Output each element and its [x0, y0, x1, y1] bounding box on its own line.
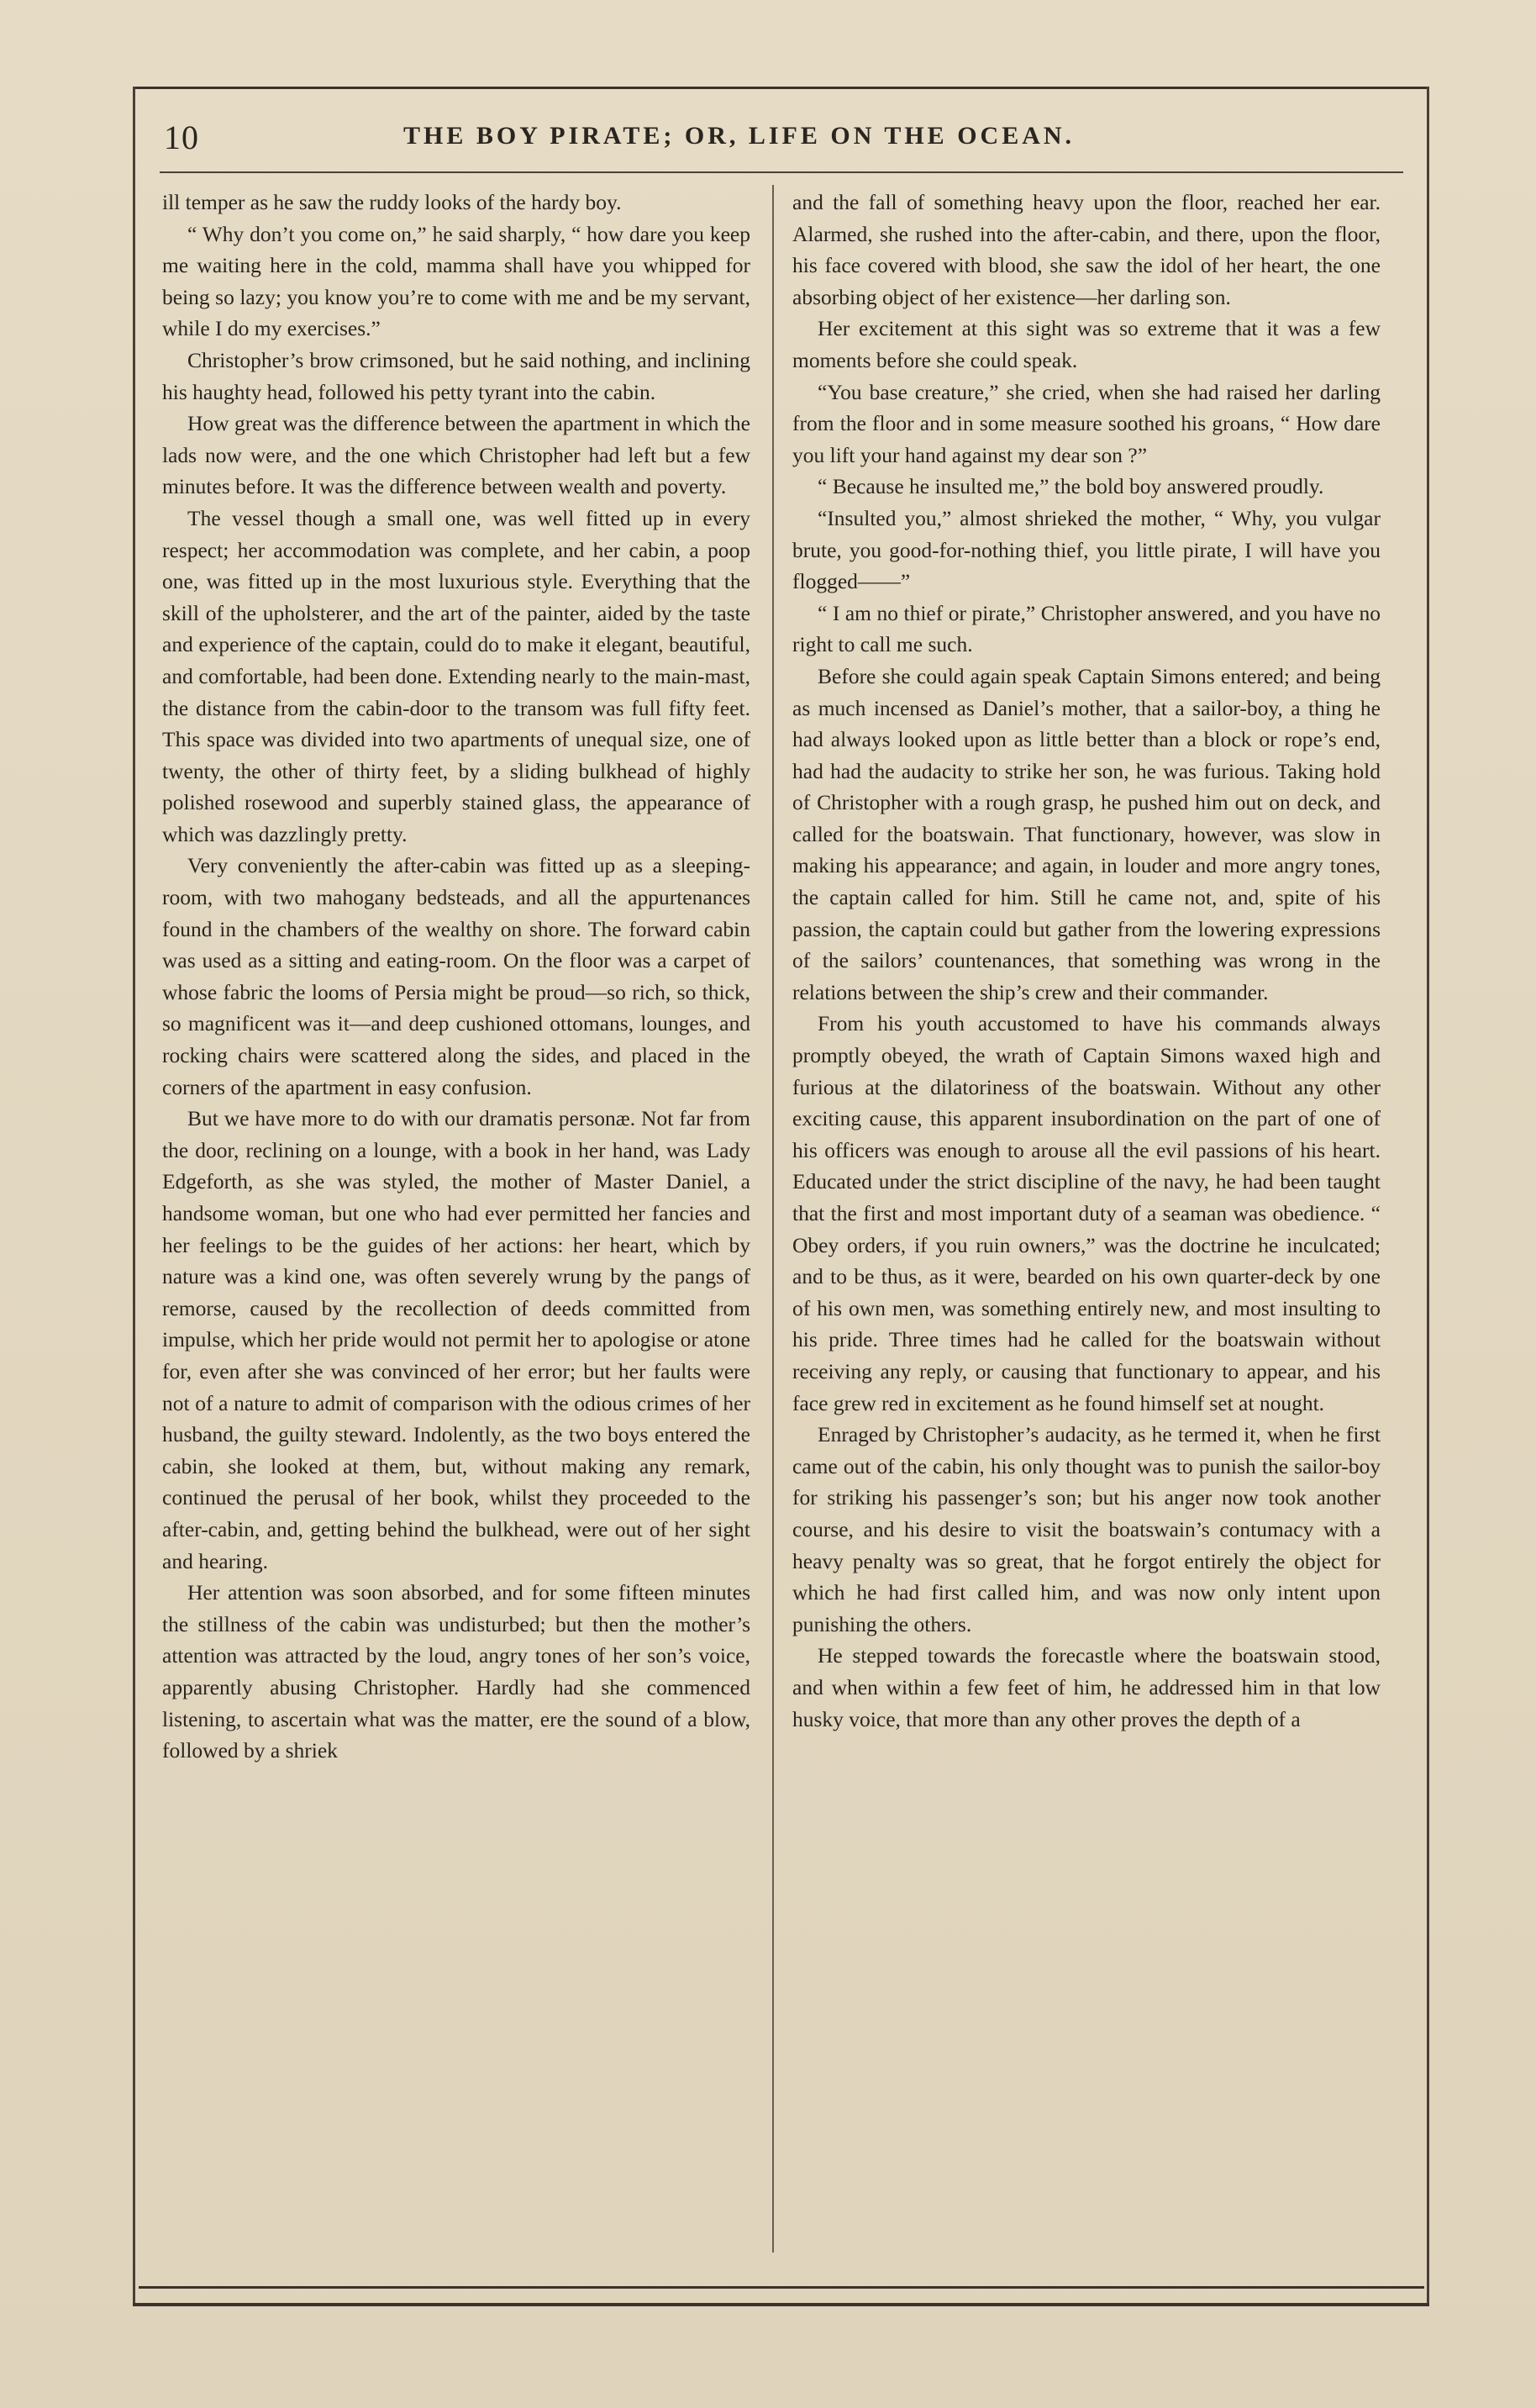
- footer-rule: [139, 2286, 1424, 2289]
- left-column: [162, 187, 750, 1767]
- paragraph: Before she could again speak Captain Simons entered; and being as much incensed as Daniel’s mother, that a sailor-boy, a thing he had always looked upon as little better than a block or rope’s end, had had the audacity to strike her son, he was furious. Taking hold of Christopher with a rough grasp, he pushed him out on deck, and called for the boatswain. That functionary, however, was slow in making his appearance; and again, in louder and more angry tones, the captain called for him. Still he came not, and, spite of his passion, the captain could but gather from the lowering expressions of the sailors’ countenances, that something was wrong in the relations between the ship’s crew and their commander.: [792, 663, 1381, 1004]
- paragraph: Her attention was soon absorbed, and for some fifteen minutes the stillness of the cabin was undisturbed; but then the mother’s attention was attracted by the loud, angry tones of her son’s voice, apparently abusing Christopher. Hardly had she commenced listening, to ascertain what was the matter, ere the sound of a blow, followed by a shriek: [162, 1580, 750, 1763]
- column-divider: [772, 185, 774, 2253]
- paragraph: From his youth accustomed to have his commands always promptly obeyed, the wrath of Captain Simons waxed high and furious at the dilatoriness of the boatswain. Without any other exciting cause, this apparent insubordination on the part of one of his officers was enough to arouse all the evil passions of his heart. Educated under the strict discipline of the navy, he had been taught that the first and most important duty of a seaman was obedience. “ Obey orders, if you ruin owners,” was the doctrine he inculcated; and to be thus, as it were, bearded on his own quarter-deck by one of his own men, was something entirely new, and most insulting to his pride. Three times had he called for the boatswain without receiving any reply, or causing that functionary to appear, and his face grew red in excitement as he found himself set at nought.: [792, 1011, 1381, 1415]
- running-title: THE BOY PIRATE; OR, LIFE ON THE OCEAN.: [403, 122, 1076, 150]
- paragraph: Her excitement at this sight was so extreme that it was a few moments before she could speak.: [792, 316, 1381, 372]
- paragraph: Christopher’s brow crimsoned, but he said nothing, and inclining his haughty head, followed his petty tyrant into the cabin.: [162, 347, 750, 404]
- page-border-bottom: [133, 2303, 1429, 2306]
- paragraph: ill temper as he saw the ruddy looks of the hardy boy.: [162, 190, 622, 214]
- paragraph: Very conveniently the after-cabin was fitted up as a sleeping-room, with two mahogany bedsteads, and all the appurtenances found in the chambers of the wealthy on shore. The forward cabin was used as a sitting and eating-room. On the floor was a carpet of whose fabric the looms of Persia might be proud—so rich, so thick, so magnificent was it—and deep cushioned ottomans, lounges, and rocking chairs were scattered along the sides, and placed in the corners of the apartment in easy confusion.: [162, 853, 750, 1099]
- paragraph: But we have more to do with our dramatis personæ. Not far from the door, reclining on a lounge, with a book in her hand, was Lady Edgeforth, as she was styled, the mother of Master Daniel, a handsome woman, but one who had ever permitted her fancies and her feelings to be the guides of her actions: her heart, which by nature was a kind one, was often severely wrung by the pangs of remorse, caused by the recollection of deeds committed from impulse, which her pride would not permit her to apologise or atone for, even after she was convinced of her error; but her faults were not of a nature to admit of comparison with the odious crimes of her husband, the guilty steward. Indolently, as the two boys entered the cabin, she looked at them, but, without making any remark, continued the perusal of her book, whilst they proceeded to the after-cabin, and, getting behind the bulkhead, were out of her sight and hearing.: [162, 1106, 750, 1573]
- paragraph: How great was the difference between the apartment in which the lads now were, and the one which Christopher had left but a few minutes before. It was the difference between wealth and poverty.: [162, 411, 750, 499]
- paragraph: “ I am no thief or pirate,” Christopher answered, and you have no right to call me such.: [792, 600, 1381, 657]
- page-number: 10: [164, 119, 199, 156]
- header-rule: [160, 171, 1403, 173]
- paragraph: The vessel though a small one, was well fitted up in every respect; her accommodation was complete, and her cabin, a poop one, was fitted up in the most luxurious style. Everything that the skill of the upholsterer, and the art of the painter, aided by the taste and experience of the captain, could do to make it elegant, beautiful, and comfortable, had been done. Extending nearly to the main-mast, the distance from the cabin-door to the transom was full fifty feet. This space was divided into two apartments of unequal size, one of twenty, the other of thirty feet, by a sliding bulkhead of highly polished rosewood and superbly stained glass, the appearance of which was dazzlingly pretty.: [162, 505, 750, 846]
- page-header: [164, 118, 1407, 168]
- paragraph: He stepped towards the forecastle where the boatswain stood, and when within a few feet of him, he addressed him in that low husky voice, that more than any other proves the depth of a: [792, 1643, 1381, 1731]
- paragraph: “ Why don’t you come on,” he said sharply, “ how dare you keep me waiting here in the cold, mamma shall have you whipped for being so lazy; you know you’re to come with me and be my servant, while I do my exercises.”: [162, 221, 750, 341]
- paragraph: “Insulted you,” almost shrieked the mother, “ Why, you vulgar brute, you good-for-nothing thief, you little pirate, I will have you flogged——”: [792, 505, 1381, 594]
- paragraph: and the fall of something heavy upon the floor, reached her ear. Alarmed, she rushed into the after-cabin, and there, upon the floor, his face covered with blood, she saw the idol of her heart, the one absorbing object of her existence—her darling son.: [792, 190, 1381, 309]
- page-border-right: [1427, 87, 1429, 2305]
- right-column: [792, 187, 1381, 1735]
- paragraph: “ Because he insulted me,” the bold boy answered proudly.: [818, 474, 1324, 499]
- page-border-top: [133, 87, 1429, 89]
- page-border-left: [133, 87, 135, 2305]
- paragraph: “You base creature,” she cried, when she had raised her darling from the floor and in some measure soothed his groans, “ How dare you lift your hand against my dear son ?”: [792, 379, 1381, 467]
- paragraph: Enraged by Christopher’s audacity, as he termed it, when he first came out of the cabin, his only thought was to punish the sailor-boy for striking his passenger’s son; but his anger now took another course, and his desire to visit the boatswain’s contumacy with a heavy penalty was so great, that he forgot entirely the object for which he had first called him, and was now only intent upon punishing the others.: [792, 1422, 1381, 1636]
